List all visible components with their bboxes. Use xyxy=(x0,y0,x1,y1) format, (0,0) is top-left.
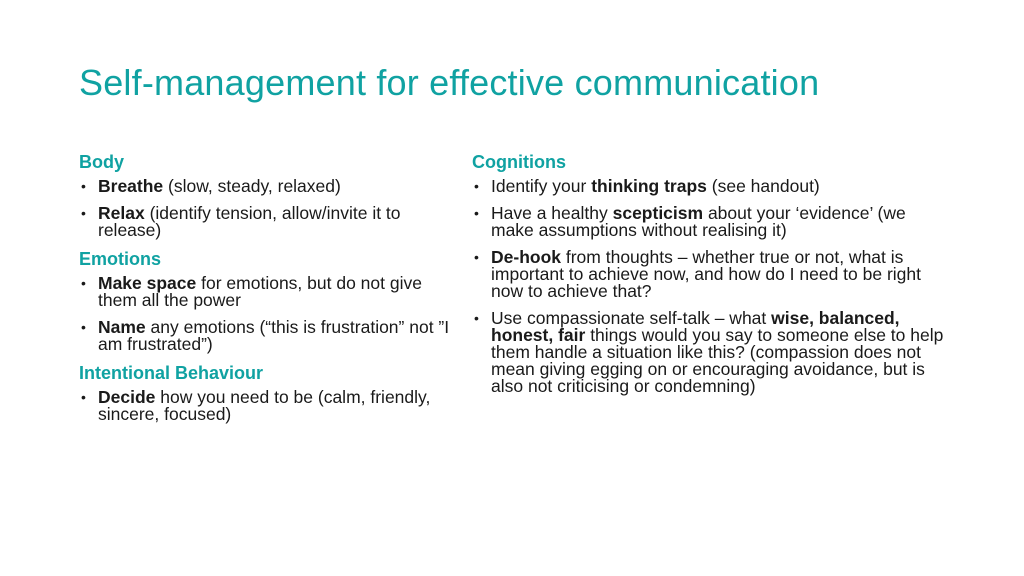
left-column xyxy=(79,152,454,433)
page-title: Self-management for effective communication xyxy=(79,62,820,103)
list-item: • Breathe (slow, steady, relaxed) xyxy=(81,176,341,196)
right-column xyxy=(472,152,952,405)
body-heading: Body xyxy=(79,152,124,172)
bullet-icon: • xyxy=(81,178,86,194)
list-item: • Use compassionate self-talk – what wise, balanced, honest, fair things would you say to someone else to help them handle a situation like this? (compassion does not mean giving egging on or encouraging avoidance, but is also not criticising or condemning) xyxy=(474,308,944,396)
bullet-icon: • xyxy=(474,310,479,326)
list-item: • Relax (identify tension, allow/invite it to release) xyxy=(81,203,401,240)
list-item: • Decide how you need to be (calm, friendly, sincere, focused) xyxy=(81,387,431,424)
emotions-list xyxy=(79,275,454,353)
bullet-icon: • xyxy=(81,205,86,221)
bullet-icon: • xyxy=(474,178,479,194)
bullet-icon: • xyxy=(474,205,479,221)
list-item: • Identify your thinking traps (see handout) xyxy=(474,176,820,196)
bullet-icon: • xyxy=(81,319,86,335)
list-item: • De-hook from thoughts – whether true or not, what is important to achieve now, and how do I need to be right now to achieve that? xyxy=(474,247,922,301)
behaviour-heading: Intentional Behaviour xyxy=(79,363,264,383)
body-list xyxy=(79,178,454,239)
cognitions-heading: Cognitions xyxy=(472,152,566,172)
bullet-icon: • xyxy=(81,389,86,405)
behaviour-list xyxy=(79,389,454,423)
list-item: • Name any emotions (“this is frustration” not ”I am frustrated”) xyxy=(81,317,450,354)
list-item: • Have a healthy scepticism about your ‘evidence’ (we make assumptions without realising it) xyxy=(474,203,906,240)
bullet-icon: • xyxy=(474,249,479,265)
list-item: • Make space for emotions, but do not give them all the power xyxy=(81,273,422,310)
emotions-heading: Emotions xyxy=(79,249,162,269)
bullet-icon: • xyxy=(81,275,86,291)
cognitions-list xyxy=(472,178,952,395)
